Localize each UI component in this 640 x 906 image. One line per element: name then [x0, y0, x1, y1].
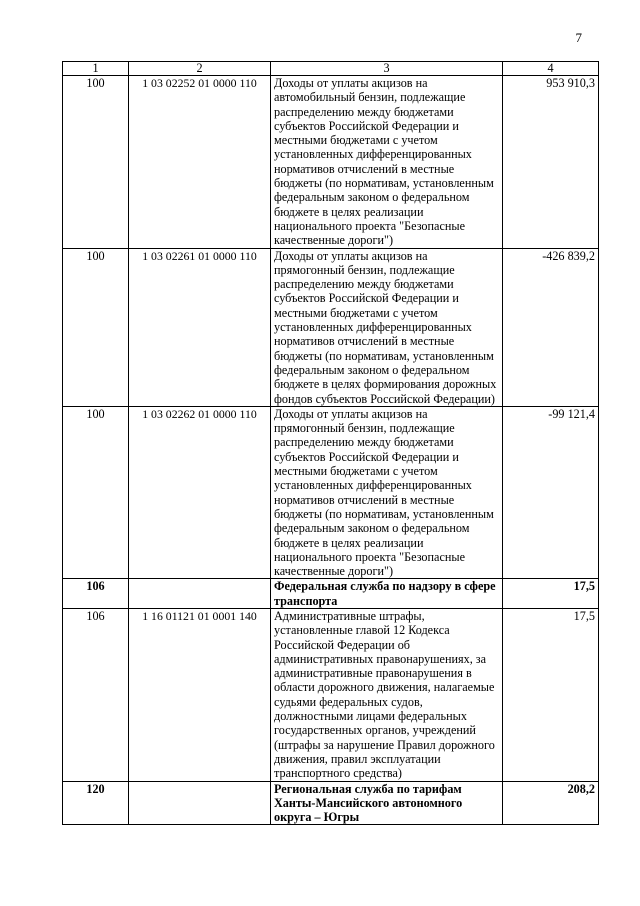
amount: 17,5 — [503, 579, 599, 609]
amount: 17,5 — [503, 608, 599, 781]
header-col-3: 3 — [271, 62, 503, 76]
admin-code: 100 — [63, 406, 129, 579]
admin-code: 106 — [63, 608, 129, 781]
revenue-name: Доходы от уплаты акцизов на прямогонный бензин, подлежащие распределению между бюджетами субъектов Российской Федерации и местными бюджетами с учетом установленных дифференцированных нормативов отчислений в местные бюджеты (по нормативам, установленным федеральным законом о федеральном бюджете в целях формирования дорожных фондов субъектов Российской Федерации) — [271, 248, 503, 406]
table-row-agency-total — [63, 579, 599, 609]
admin-code: 120 — [63, 781, 129, 825]
agency-name: Федеральная служба по надзору в сфере транспорта — [271, 579, 503, 609]
budget-code: 1 03 02262 01 0000 110 — [129, 406, 271, 579]
table-header-row — [63, 62, 599, 76]
budget-code: 1 03 02261 01 0000 110 — [129, 248, 271, 406]
budget-code — [129, 781, 271, 825]
table-row — [63, 608, 599, 781]
amount: -426 839,2 — [503, 248, 599, 406]
admin-code: 100 — [63, 248, 129, 406]
budget-code — [129, 579, 271, 609]
amount: -99 121,4 — [503, 406, 599, 579]
header-col-1: 1 — [63, 62, 129, 76]
amount: 208,2 — [503, 781, 599, 825]
page-number: 7 — [575, 30, 582, 45]
revenue-name: Доходы от уплаты акцизов на автомобильный бензин, подлежащие распределению между бюджетами субъектов Российской Федерации и местными бюджетами с учетом установленных дифференцированных нормативов отчислений в местные бюджеты (по нормативам, установленным федеральным законом о федеральном бюджете в целях реализации национального проекта "Безопасные качественные дороги") — [271, 76, 503, 249]
budget-code: 1 03 02252 01 0000 110 — [129, 76, 271, 249]
table-row-agency-total — [63, 781, 599, 825]
table-row — [63, 248, 599, 406]
amount: 953 910,3 — [503, 76, 599, 249]
header-col-2: 2 — [129, 62, 271, 76]
revenue-name: Доходы от уплаты акцизов на прямогонный бензин, подлежащие распределению между бюджетами субъектов Российской Федерации и местными бюджетами с учетом установленных дифференцированных нормативов отчислений в местные бюджеты (по нормативам, установленным федеральным законом о федеральном бюджете в целях реализации национального проекта "Безопасные качественные дороги") — [271, 406, 503, 579]
revenue-name: Административные штрафы, установленные главой 12 Кодекса Российской Федерации об административных правонарушениях, за административные правонарушения в области дорожного движения, налагаемые судьями федеральных судов, должностными лицами федеральных государственных органов, учреждений (штрафы за нарушение Правил дорожного движения, правил эксплуатации транспортного средства) — [271, 608, 503, 781]
agency-name: Региональная служба по тарифам Ханты-Мансийского автономного округа – Югры — [271, 781, 503, 825]
table-row — [63, 76, 599, 249]
admin-code: 106 — [63, 579, 129, 609]
admin-code: 100 — [63, 76, 129, 249]
budget-code: 1 16 01121 01 0001 140 — [129, 608, 271, 781]
table-row — [63, 406, 599, 579]
header-col-4: 4 — [503, 62, 599, 76]
revenue-table — [62, 61, 599, 825]
